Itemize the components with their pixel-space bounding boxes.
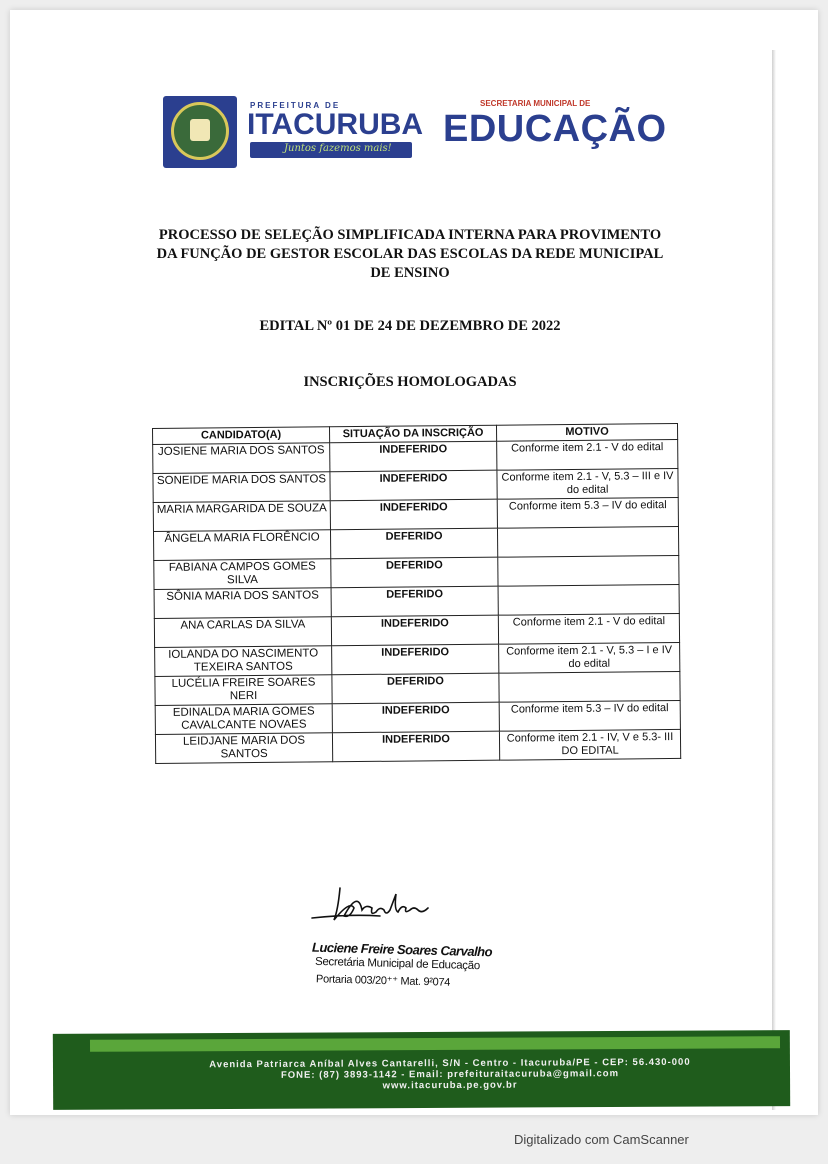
document-title: [140, 226, 680, 283]
title-line-2: DA FUNÇÃO DE GESTOR ESCOLAR DAS ESCOLAS DA REDE MUNICIPAL: [156, 246, 664, 262]
registration-status: DEFERIDO: [331, 557, 498, 588]
footer-contact: [120, 1056, 780, 1092]
registration-status: INDEFERIDO: [330, 470, 497, 501]
prefeitura-label: PREFEITURA DE: [250, 101, 341, 110]
page-edge-shadow: [772, 50, 776, 1110]
candidate-name: IOLANDA DO NASCIMENTO TEXEIRA SANTOS: [155, 646, 332, 677]
status-reason: Conforme item 2.1 - V do edital: [498, 613, 679, 644]
candidate-name: JOSIENE MARIA DOS SANTOS: [153, 443, 330, 474]
candidate-name: EDINALDA MARIA GOMES CAVALCANTE NOVAES: [155, 704, 332, 735]
status-reason: Conforme item 2.1 - V do edital: [497, 439, 678, 470]
status-reason: Conforme item 5.3 – IV do edital: [497, 497, 678, 528]
candidate-name: ÂNGELA MARIA FLORÊNCIO: [153, 530, 330, 561]
column-header-candidate: CANDIDATO(A): [153, 427, 330, 445]
status-reason: [499, 671, 680, 702]
registration-status: INDEFERIDO: [332, 731, 499, 762]
prefeitura-slogan-bar: [250, 142, 412, 158]
footer-website: www.itacuruba.pe.gov.br: [382, 1079, 518, 1092]
candidate-name: LUCÉLIA FREIRE SOARES NERI: [155, 675, 332, 706]
status-reason: Conforme item 5.3 – IV do edital: [499, 700, 680, 731]
edital-heading: EDITAL Nº 01 DE 24 DE DEZEMBRO DE 2022: [259, 318, 561, 334]
title-line-1: PROCESSO DE SELEÇÃO SIMPLIFICADA INTERNA PARA PROVIMENTO: [158, 227, 662, 243]
status-reason: [497, 526, 678, 557]
itacuruba-crest-logo: [163, 96, 237, 168]
status-reason: Conforme item 2.1 - IV, V e 5.3- III DO EDITAL: [499, 729, 680, 760]
status-reason: [498, 555, 679, 586]
candidate-name: LEIDJANE MARIA DOS SANTOS: [155, 733, 332, 764]
status-reason: Conforme item 2.1 - V, 5.3 – III e IV do edital: [497, 468, 678, 499]
secretaria-name: EDUCAÇÃO: [443, 108, 667, 150]
signatory-portaria: Portaria 003/20⁺⁺ Mat. 9²074: [315, 973, 451, 989]
column-header-status: SITUAÇÃO DA INSCRIÇÃO: [329, 425, 496, 443]
candidates-table: [152, 423, 681, 764]
registration-status: INDEFERIDO: [332, 702, 499, 733]
signatory-role: Secretária Municipal de Educação: [314, 955, 481, 973]
prefeitura-slogan: Juntos fazemos mais!: [284, 143, 392, 154]
candidate-name: FABIANA CAMPOS GOMES SILVA: [154, 559, 331, 590]
table-row: [155, 729, 680, 763]
title-line-3: DE ENSINO: [370, 265, 450, 281]
registration-status: INDEFERIDO: [331, 615, 498, 646]
registration-status: INDEFERIDO: [330, 441, 497, 472]
handwritten-signature: [310, 880, 460, 930]
signatory-name: Luciene Freire Soares Carvalho: [311, 939, 493, 960]
registration-status: DEFERIDO: [331, 586, 498, 617]
footer-address: Avenida Patriarca Aníbal Alves Cantarelli, S/N - Centro - Itacuruba/PE - CEP: 56.430-000: [209, 1056, 691, 1071]
candidate-name: MARIA MARGARIDA DE SOUZA: [153, 501, 330, 532]
column-header-reason: MOTIVO: [496, 423, 677, 441]
registration-status: DEFERIDO: [332, 673, 499, 704]
registration-status: DEFERIDO: [330, 528, 497, 559]
registration-status: INDEFERIDO: [332, 644, 499, 675]
status-reason: Conforme item 2.1 - V, 5.3 – I e IV do edital: [499, 642, 680, 673]
camscanner-watermark: Digitalizado com CamScanner: [514, 1132, 689, 1147]
secretaria-label: SECRETARIA MUNICIPAL DE: [480, 99, 591, 108]
crest-emblem-icon: [171, 102, 229, 160]
section-heading: INSCRIÇÕES HOMOLOGADAS: [303, 374, 517, 390]
candidate-name: SÔNIA MARIA DOS SANTOS: [154, 588, 331, 619]
prefeitura-name: ITACURUBA: [247, 108, 424, 141]
candidate-name: SONEIDE MARIA DOS SANTOS: [153, 472, 330, 503]
footer-phone-email: FONE: (87) 3893-1142 - Email: prefeituraitacuruba@gmail.com: [280, 1068, 620, 1081]
candidate-name: ANA CARLAS DA SILVA: [154, 617, 331, 648]
status-reason: [498, 584, 679, 615]
registration-status: INDEFERIDO: [330, 499, 497, 530]
